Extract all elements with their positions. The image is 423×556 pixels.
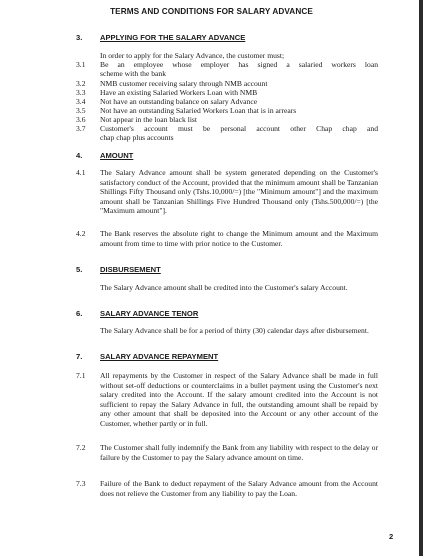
section-7-heading: SALARY ADVANCE REPAYMENT bbox=[100, 352, 219, 361]
clause-7-1-number: 7.1 bbox=[76, 371, 86, 380]
clause-3-7-number: 3.7 bbox=[76, 124, 86, 133]
clause-7-2-text: The Customer shall fully indemnify the Bank from any liability with respect to the delay or failure by the Customer to pay the Salary advance amount on time. bbox=[100, 443, 378, 462]
clause-3-2-number: 3.2 bbox=[76, 79, 86, 88]
clause-3-1-line-2: scheme with the bank bbox=[100, 69, 167, 78]
section-4-heading: AMOUNT bbox=[100, 151, 134, 160]
section-4-number: 4. bbox=[76, 151, 83, 160]
section-5-text: The Salary Advance amount shall be credited into the Customer's salary Account. bbox=[100, 283, 348, 292]
clause-7-2-number: 7.2 bbox=[76, 443, 86, 452]
clause-3-6-text: Not appear in the loan black list bbox=[100, 115, 198, 124]
clause-7-1-text: All repayments by the Customer in respect of the Salary Advance shall be made in full without set-off deductions or counterclaims in a bullet payment using the Customer's next salary credited into the Account. If the salary amount credited into the Account is not sufficient to repay the Salary Advance in full, the outstanding amount shall be repaid by any other amount that shall be deposited into the Account or any other account of the Customer, whether partly or in full. bbox=[100, 371, 378, 428]
clause-3-5-number: 3.5 bbox=[76, 106, 86, 115]
clause-3-7-line-1: Customer's account must be personal account other Chap chap and bbox=[100, 124, 378, 133]
section-3-intro: In order to apply for the Salary Advance, the customer must; bbox=[100, 51, 285, 60]
clause-4-1-text: The Salary Advance amount shall be system generated depending on the Customer's satisfactory conduct of the Account, provided that the minimum amount shall be Tanzanian Shillings Fifty Thousand only (Tshs.10,000/=) [the "Minimum amount"] and the maximum amount shall be Tanzanian Shillings Five Hundred Thousand only (Tshs.500,000/=) [the "Maximum amount"]. bbox=[100, 168, 378, 215]
clause-3-1-number: 3.1 bbox=[76, 60, 86, 69]
section-6-text: The Salary Advance shall be for a period of thirty (30) calendar days after disbursement. bbox=[100, 326, 369, 335]
clause-3-6-number: 3.6 bbox=[76, 115, 86, 124]
clause-3-5-text: Not have an outstanding Salaried Workers Loan that is in arrears bbox=[100, 106, 297, 115]
section-3-heading: APPLYING FOR THE SALARY ADVANCE bbox=[100, 33, 246, 42]
clause-4-2-number: 4.2 bbox=[76, 229, 86, 238]
clause-3-4-text: Not have an outstanding balance on salary Advance bbox=[100, 97, 258, 106]
clause-3-3-number: 3.3 bbox=[76, 88, 86, 97]
clause-4-2-text: The Bank reserves the absolute right to change the Minimum amount and the Maximum amount from time to time with prior notice to the Customer. bbox=[100, 229, 378, 248]
document-title: TERMS AND CONDITIONS FOR SALARY ADVANCE bbox=[110, 7, 313, 16]
page-number: 2 bbox=[389, 532, 394, 541]
section-7-number: 7. bbox=[76, 352, 83, 361]
clause-3-1-line-1: Be an employee whose employer has signed a salaried workers loan bbox=[100, 60, 378, 69]
page-edge-shadow bbox=[419, 0, 423, 556]
clause-4-1-number: 4.1 bbox=[76, 168, 86, 177]
clause-3-2-text: NMB customer receiving salary through NMB account bbox=[100, 79, 268, 88]
section-6-heading: SALARY ADVANCE TENOR bbox=[100, 309, 199, 318]
clause-7-3-number: 7.3 bbox=[76, 479, 86, 488]
section-5-heading: DISBURSEMENT bbox=[100, 265, 161, 274]
section-3-number: 3. bbox=[76, 33, 83, 42]
clause-7-3-text: Failure of the Bank to deduct repayment of the Salary Advance amount from the Account does not relieve the Customer from any liability to pay the Loan. bbox=[100, 479, 378, 498]
section-6-number: 6. bbox=[76, 309, 83, 318]
clause-3-3-text: Have an existing Salaried Workers Loan with NMB bbox=[100, 88, 258, 97]
clause-3-7-line-2: chap chap plus accounts bbox=[100, 133, 174, 142]
clause-3-4-number: 3.4 bbox=[76, 97, 86, 106]
section-5-number: 5. bbox=[76, 265, 83, 274]
